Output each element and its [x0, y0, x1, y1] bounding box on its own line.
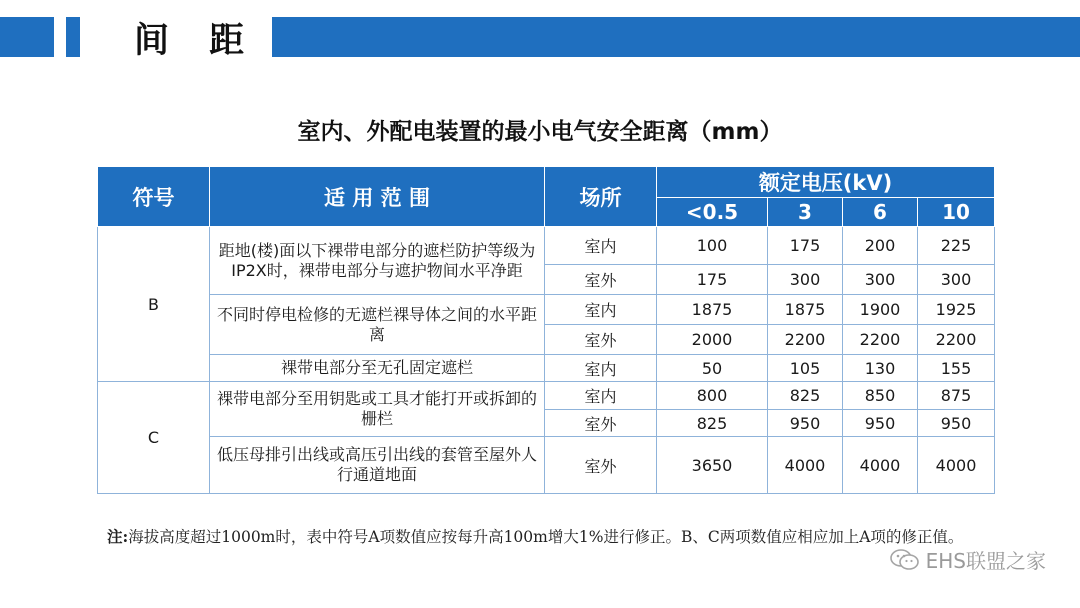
- wechat-icon: [890, 548, 920, 572]
- scope-cell: 裸带电部分至无孔固定遮栏: [210, 355, 545, 382]
- header-bar-right: [272, 17, 1080, 57]
- value-cell: 1900: [843, 295, 918, 325]
- value-cell: 1875: [768, 295, 843, 325]
- location-cell: 室内: [545, 227, 657, 265]
- value-cell: 225: [918, 227, 995, 265]
- value-cell: 50: [657, 355, 768, 382]
- value-cell: 1925: [918, 295, 995, 325]
- value-cell: 4000: [918, 437, 995, 494]
- footnote-label: 注:: [107, 527, 129, 546]
- scope-cell: 距地(楼)面以下裸带电部分的遮栏防护等级为IP2X时，裸带电部分与遮护物间水平净距: [210, 227, 545, 295]
- location-cell: 室外: [545, 410, 657, 437]
- value-cell: 175: [768, 227, 843, 265]
- table-row: [98, 227, 995, 265]
- value-cell: 300: [768, 265, 843, 295]
- value-cell: 2200: [843, 325, 918, 355]
- value-cell: 4000: [843, 437, 918, 494]
- watermark: [890, 545, 1046, 574]
- header-symbol: 符号: [98, 167, 210, 227]
- value-cell: 825: [657, 410, 768, 437]
- value-cell: 4000: [768, 437, 843, 494]
- value-cell: 800: [657, 382, 768, 410]
- location-cell: 室内: [545, 295, 657, 325]
- location-cell: 室外: [545, 265, 657, 295]
- scope-cell: 不同时停电检修的无遮栏裸导体之间的水平距离: [210, 295, 545, 355]
- value-cell: 850: [843, 382, 918, 410]
- header-voltage-1: 3: [768, 198, 843, 227]
- value-cell: 825: [768, 382, 843, 410]
- scope-cell: 裸带电部分至用钥匙或工具才能打开或拆卸的栅栏: [210, 382, 545, 437]
- value-cell: 2200: [768, 325, 843, 355]
- value-cell: 200: [843, 227, 918, 265]
- value-cell: 105: [768, 355, 843, 382]
- watermark-text: EHS联盟之家: [925, 549, 1046, 573]
- value-cell: 1875: [657, 295, 768, 325]
- value-cell: 3650: [657, 437, 768, 494]
- location-cell: 室外: [545, 437, 657, 494]
- page-title: 间 距: [134, 21, 259, 61]
- header-voltage-3: 10: [918, 198, 995, 227]
- table-row: [98, 295, 995, 325]
- location-cell: 室内: [545, 382, 657, 410]
- header-bar-accent: [66, 17, 80, 57]
- value-cell: 950: [918, 410, 995, 437]
- value-cell: 2200: [918, 325, 995, 355]
- location-cell: 室内: [545, 355, 657, 382]
- value-cell: 155: [918, 355, 995, 382]
- header-scope: 适 用 范 围: [210, 167, 545, 227]
- distance-table: [97, 166, 995, 494]
- table-row: [98, 437, 995, 494]
- header-voltage: 额定电压(kV): [657, 167, 995, 198]
- symbol-cell: C: [98, 382, 210, 494]
- header-voltage-2: 6: [843, 198, 918, 227]
- footnote: [107, 524, 987, 550]
- value-cell: 2000: [657, 325, 768, 355]
- header-bar-left: [0, 17, 54, 57]
- value-cell: 875: [918, 382, 995, 410]
- location-cell: 室外: [545, 325, 657, 355]
- table-row: [98, 382, 995, 410]
- value-cell: 950: [843, 410, 918, 437]
- footnote-text: 海拔高度超过1000m时，表中符号A项数值应按每升高100m增大1%进行修正。B、C两项数值应相应加上A项的修正值。: [128, 528, 964, 546]
- value-cell: 130: [843, 355, 918, 382]
- value-cell: 300: [843, 265, 918, 295]
- value-cell: 950: [768, 410, 843, 437]
- header-location: 场所: [545, 167, 657, 227]
- value-cell: 175: [657, 265, 768, 295]
- scope-cell: 低压母排引出线或高压引出线的套管至屋外人行通道地面: [210, 437, 545, 494]
- table-title: 室内、外配电装置的最小电气安全距离（mm）: [297, 119, 783, 145]
- value-cell: 300: [918, 265, 995, 295]
- value-cell: 100: [657, 227, 768, 265]
- table-row: [98, 355, 995, 382]
- header-voltage-0: <0.5: [657, 198, 768, 227]
- symbol-cell: B: [98, 227, 210, 382]
